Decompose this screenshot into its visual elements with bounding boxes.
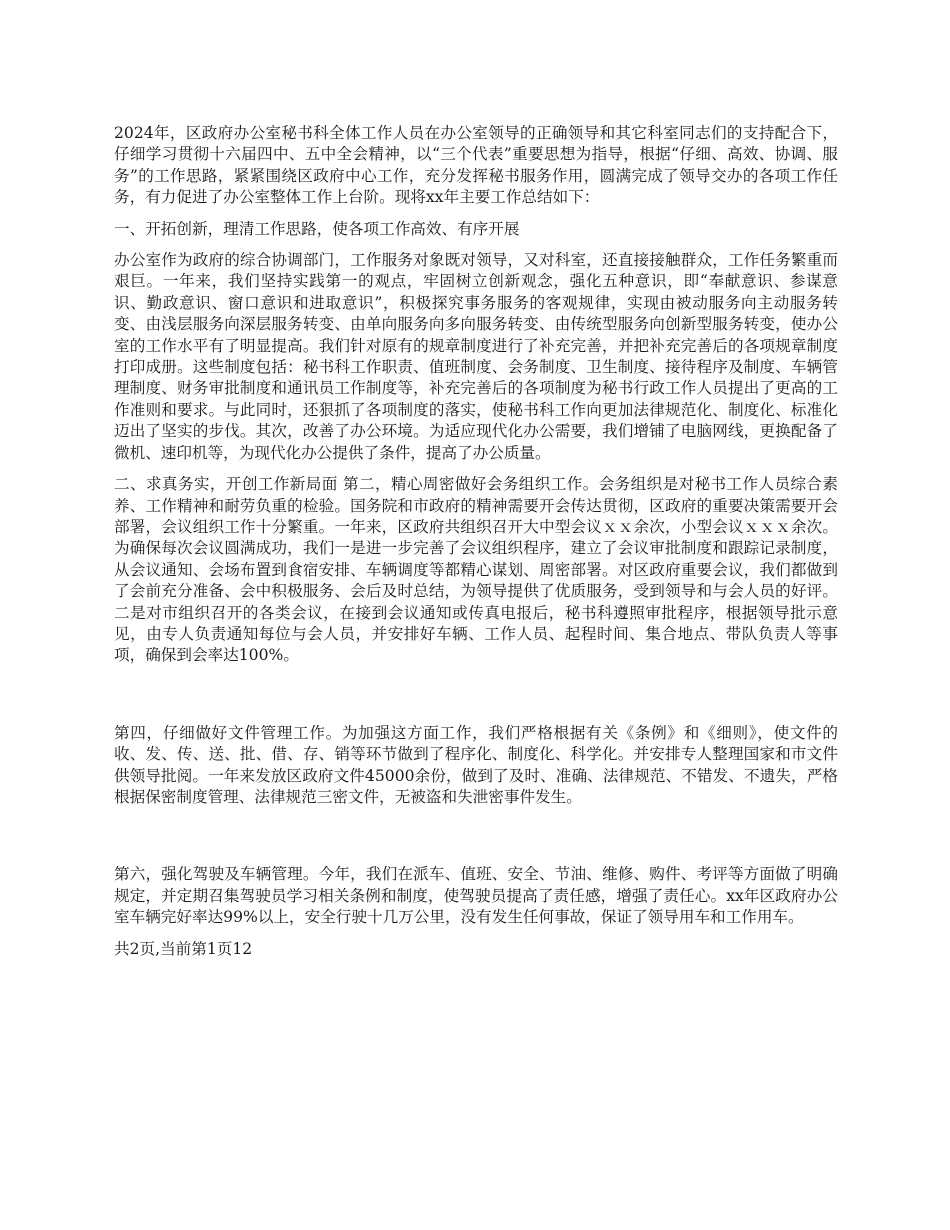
intro-paragraph: 2024年，区政府办公室秘书科全体工作人员在办公室领导的正确领导和其它科室同志们的支持配合下，仔细学习贯彻十六届四中、五中全会精神，以“三个代表”重要思想为指导，根据“仔细、高效、协调、服务”的工作思路，紧紧围绕区政府中心工作，充分发挥秘书服务作用，圆满完成了领导交办的各项工作任务，有力促进了办公室整体工作上台阶。现将xx年主要工作总结如下： — [114, 124, 838, 207]
section-heading-one: 一、开拓创新，理清工作思路，使各项工作高效、有序开展 — [114, 219, 520, 238]
document-page — [114, 123, 838, 960]
vehicle-management-paragraph: 第六，强化驾驶及车辆管理。今年，我们在派车、值班、安全、节油、维修、购件、考评等方面做了明确规定，并定期召集驾驶员学习相关条例和制度，使驾驶员提高了责任感，增强了责任心。xx年区政府办公室车辆完好率达99%以上，安全行驶十几万公里，没有发生任何事故，保证了领导用车和工作用车。 — [114, 865, 838, 927]
page-footer: 共2页,当前第1页12 — [114, 939, 253, 958]
section-two-paragraph: 二、求真务实，开创工作新局面 第二，精心周密做好会务组织工作。会务组织是对秘书工作人员综合素养、工作精神和耐劳负重的检验。国务院和市政府的精神需要开会传达贯彻，区政府的重要决策需要开会部署，会议组织工作十分繁重。一年来，区政府共组织召开大中型会议ｘｘ余次，小型会议ｘｘｘ余次。为确保每次会议圆满成功，我们一是进一步完善了会议组织程序，建立了会议审批制度和跟踪记录制度，从会议通知、会场布置到食宿安排、车辆调度等都精心谋划、周密部署。对区政府重要会议，我们都做到了会前充分准备、会中积极服务、会后及时总结，为领导提供了优质服务，受到领导和与会人员的好评。二是对市组织召开的各类会议，在接到会议通知或传真电报后，秘书科遵照审批程序，根据领导批示意见，由专人负责通知每位与会人员，并安排好车辆、工作人员、起程时间、集合地点、带队负责人等事项，确保到会率达100%。 — [114, 475, 838, 665]
document-management-paragraph: 第四，仔细做好文件管理工作。为加强这方面工作，我们严格根据有关《条例》和《细则》，使文件的收、发、传、送、批、借、存、销等环节做到了程序化、制度化、科学化。并安排专人整理国家和市文件供领导批阅。一年来发放区政府文件45000余份，做到了及时、准确、法律规范、不错发、不遗失，严格根据保密制度管理、法律规范三密文件，无被盗和失泄密事件发生。 — [114, 723, 838, 806]
section-one-paragraph: 办公室作为政府的综合协调部门，工作服务对象既对领导，又对科室，还直接接触群众，工作任务繁重而艰巨。一年来，我们坚持实践第一的观点，牢固树立创新观念，强化五种意识，即“奉献意识、参谋意识、勤政意识、窗口意识和进取意识”，积极探究事务服务的客观规律，实现由被动服务向主动服务转变、由浅层服务向深层服务转变、由单向服务向多向服务转变、由传统型服务向创新型服务转变，使办公室的工作水平有了明显提高。我们针对原有的规章制度进行了补充完善，并把补充完善后的各项规章制度打印成册。这些制度包括：秘书科工作职责、值班制度、会务制度、卫生制度、接待程序及制度、车辆管理制度、财务审批制度和通讯员工作制度等，补充完善后的各项制度为秘书行政工作人员提出了更高的工作准则和要求。与此同时，还狠抓了各项制度的落实，使秘书科工作向更加法律规范化、制度化、标准化迈出了坚实的步伐。其次，改善了办公环境。为适应现代化办公需要，我们增铺了电脑网线，更换配备了微机、速印机等，为现代化办公提供了条件，提高了办公质量。 — [114, 251, 838, 462]
